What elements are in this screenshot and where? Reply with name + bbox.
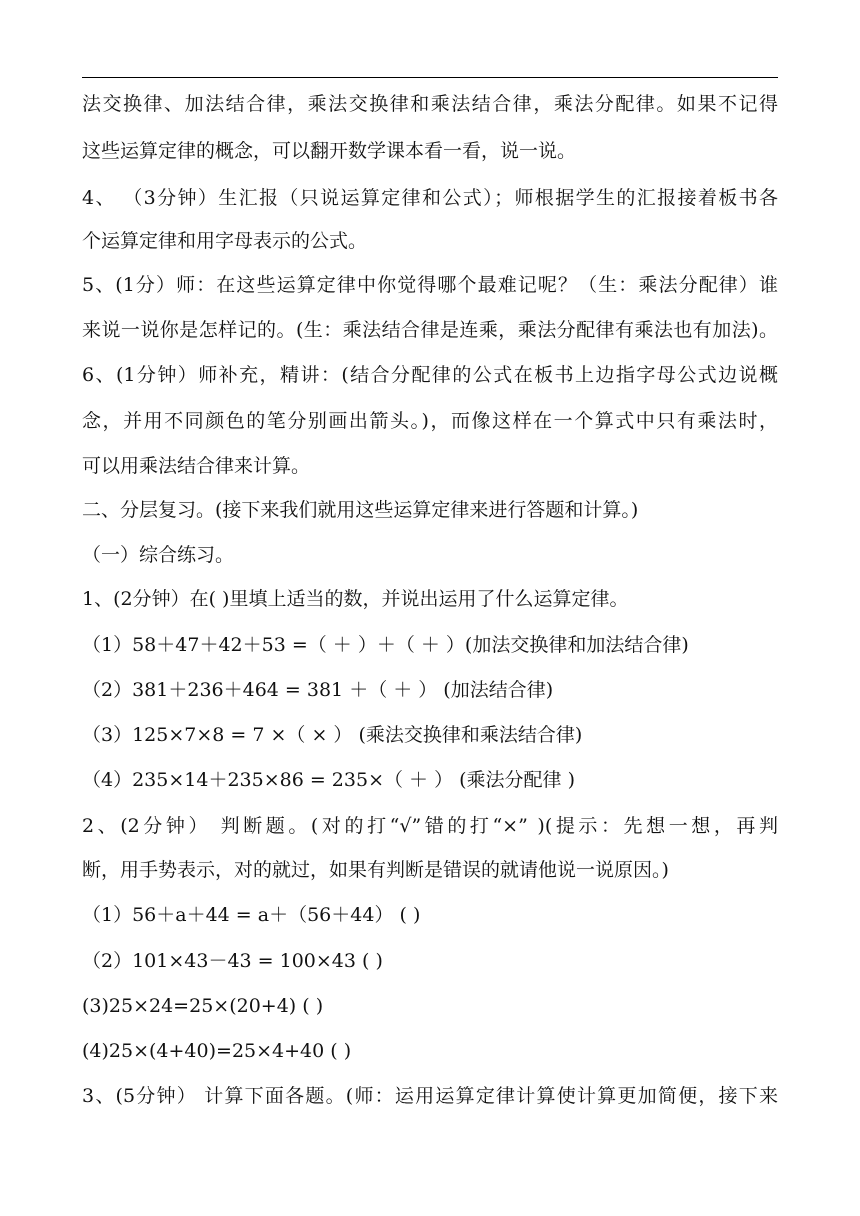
text-line-9: 可以用乘法结合律来计算。 [82,455,311,477]
text-line-6: 来说一说你是怎样记的。(生：乘法结合律是连乘，乘法分配律有乘法也有加法)。 [82,319,778,341]
text-line-3: 4、 （3分钟）生汇报（只说运算定律和公式）；师根据学生的汇报接着板书各 [82,187,778,209]
section-heading-review: 二、分层复习。(接下来我们就用这些运算定律来进行答题和计算。) [82,499,639,521]
question-2-prompt-cont: 断，用手势表示，对的就过，如果有判断是错误的就请他说一说原因。) [82,859,669,881]
subsection-heading-practice: （一）综合练习。 [82,544,235,566]
question-2-item-3: (3)25×24=25×(20+4) ( ) [82,995,324,1017]
question-3-prompt: 3、(5分钟） 计算下面各题。(师：运用运算定律计算使计算更加简便，接下来 [82,1085,778,1107]
text-line-4: 个运算定律和用字母表示的公式。 [82,230,368,252]
question-1-prompt: 1、(2分钟）在( )里填上适当的数，并说出运用了什么运算定律。 [82,588,629,610]
text-line-5: 5、(1分）师：在这些运算定律中你觉得哪个最难记呢？（生：乘法分配律）谁 [82,274,778,296]
question-2-item-1: （1）56＋a＋44 = a＋（56＋44） ( ) [82,904,421,926]
question-2-item-4: (4)25×(4+40)=25×4+40 ( ) [82,1040,352,1062]
question-2-prompt: 2、(2分钟） 判断题。(对的打“√”错的打“×” )(提示：先想一想，再判 [82,815,778,837]
text-line-7: 6、(1分钟）师补充，精讲：(结合分配律的公式在板书上边指字母公式边说概 [82,364,778,386]
text-line-1: 法交换律、加法结合律，乘法交换律和乘法结合律，乘法分配律。如果不记得 [82,93,778,115]
question-1-item-3: （3）125×7×8 = 7 ×（ × ） (乘法交换律和乘法结合律) [82,724,583,746]
header-rule [82,77,778,78]
question-1-item-1: （1）58＋47＋42＋53 =（ ＋ ）＋（ ＋ ）(加法交换律和加法结合律) [82,634,689,656]
text-line-8: 念，并用不同颜色的笔分别画出箭头。)，而像这样在一个算式中只有乘法时， [82,410,778,432]
text-line-2: 这些运算定律的概念，可以翻开数学课本看一看，说一说。 [82,140,577,162]
question-1-item-2: （2）381＋236＋464 = 381 ＋（ ＋ ） (加法结合律) [82,679,554,701]
question-2-item-2: （2）101×43－43 = 100×43 ( ) [82,950,383,972]
question-1-item-4: （4）235×14＋235×86 = 235×（ ＋ ） (乘法分配律 ) [82,769,575,791]
